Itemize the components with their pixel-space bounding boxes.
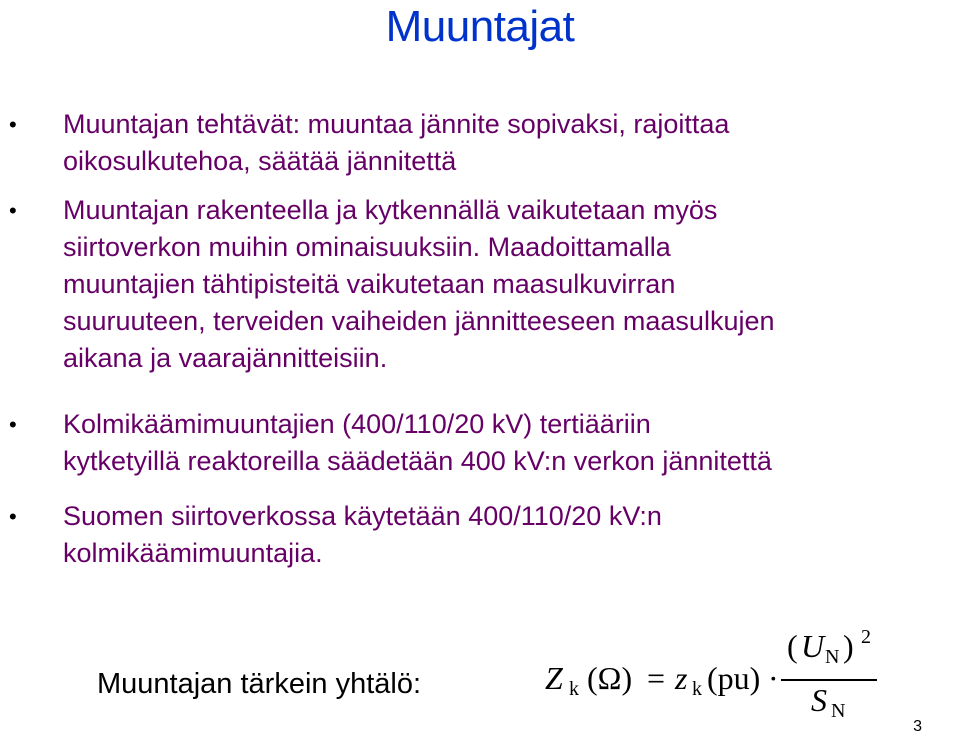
equation-label: Muuntajan tärkein yhtälö: bbox=[97, 668, 422, 700]
formula-S: S bbox=[811, 682, 827, 718]
fraction-bar bbox=[781, 679, 877, 681]
bullet-dot-icon: • bbox=[9, 198, 17, 223]
formula-z: z bbox=[675, 660, 688, 696]
page-number: 3 bbox=[913, 718, 922, 735]
formula-ohm: (Ω) bbox=[587, 660, 633, 696]
bullet-dot-icon: • bbox=[9, 112, 17, 137]
bullet-text bbox=[63, 192, 960, 377]
formula-subscript-k: k bbox=[569, 678, 579, 700]
bullet-text bbox=[63, 106, 960, 180]
bullet-line: suuruuteen, terveiden vaiheiden jännitteeseen maasulkujen bbox=[63, 306, 775, 336]
slide-title: Muuntajat bbox=[385, 2, 575, 51]
bullet-dot-icon: • bbox=[9, 412, 17, 437]
formula-subscript-N: N bbox=[831, 700, 846, 722]
formula-U: U bbox=[801, 628, 825, 664]
bullet-text bbox=[63, 498, 960, 572]
formula-dot: · bbox=[768, 660, 779, 696]
formula-paren-close: ) bbox=[843, 628, 854, 664]
formula-equals: = bbox=[647, 660, 666, 696]
bullet-line: Suomen siirtoverkossa käytetään 400/110/20 kV:n bbox=[63, 501, 662, 531]
impedance-formula bbox=[545, 626, 905, 736]
bullet-line: kolmikäämimuuntajia. bbox=[63, 538, 323, 568]
bullet-line: aikana ja vaarajännitteisiin. bbox=[63, 343, 388, 373]
bullet-line: Muuntajan rakenteella ja kytkennällä vaikutetaan myös bbox=[63, 195, 718, 225]
formula-subscript-k: k bbox=[692, 678, 702, 700]
bullet-line: Muuntajan tehtävät: muuntaa jännite sopivaksi, rajoittaa bbox=[63, 109, 730, 139]
bullet-line: oikosulkutehoa, säätää jännitettä bbox=[63, 146, 457, 176]
formula-Z: Z bbox=[545, 660, 563, 696]
bullet-line: kytketyillä reaktoreilla säädetään 400 kV:n verkon jännitettä bbox=[63, 446, 772, 476]
bullet-text bbox=[63, 406, 960, 480]
formula-superscript-2: 2 bbox=[861, 626, 871, 648]
bullet-dot-icon: • bbox=[9, 504, 17, 529]
bullet-line: siirtoverkon muihin ominaisuuksiin. Maadoittamalla bbox=[63, 232, 671, 262]
formula-subscript-N: N bbox=[825, 646, 840, 668]
bullet-line: Kolmikäämimuuntajien (400/110/20 kV) tertiääriin bbox=[63, 409, 651, 439]
bullet-line: muuntajien tähtipisteitä vaikutetaan maasulkuvirran bbox=[63, 269, 676, 299]
formula-paren-open: ( bbox=[787, 628, 798, 664]
formula-pu: (pu) bbox=[707, 660, 761, 696]
